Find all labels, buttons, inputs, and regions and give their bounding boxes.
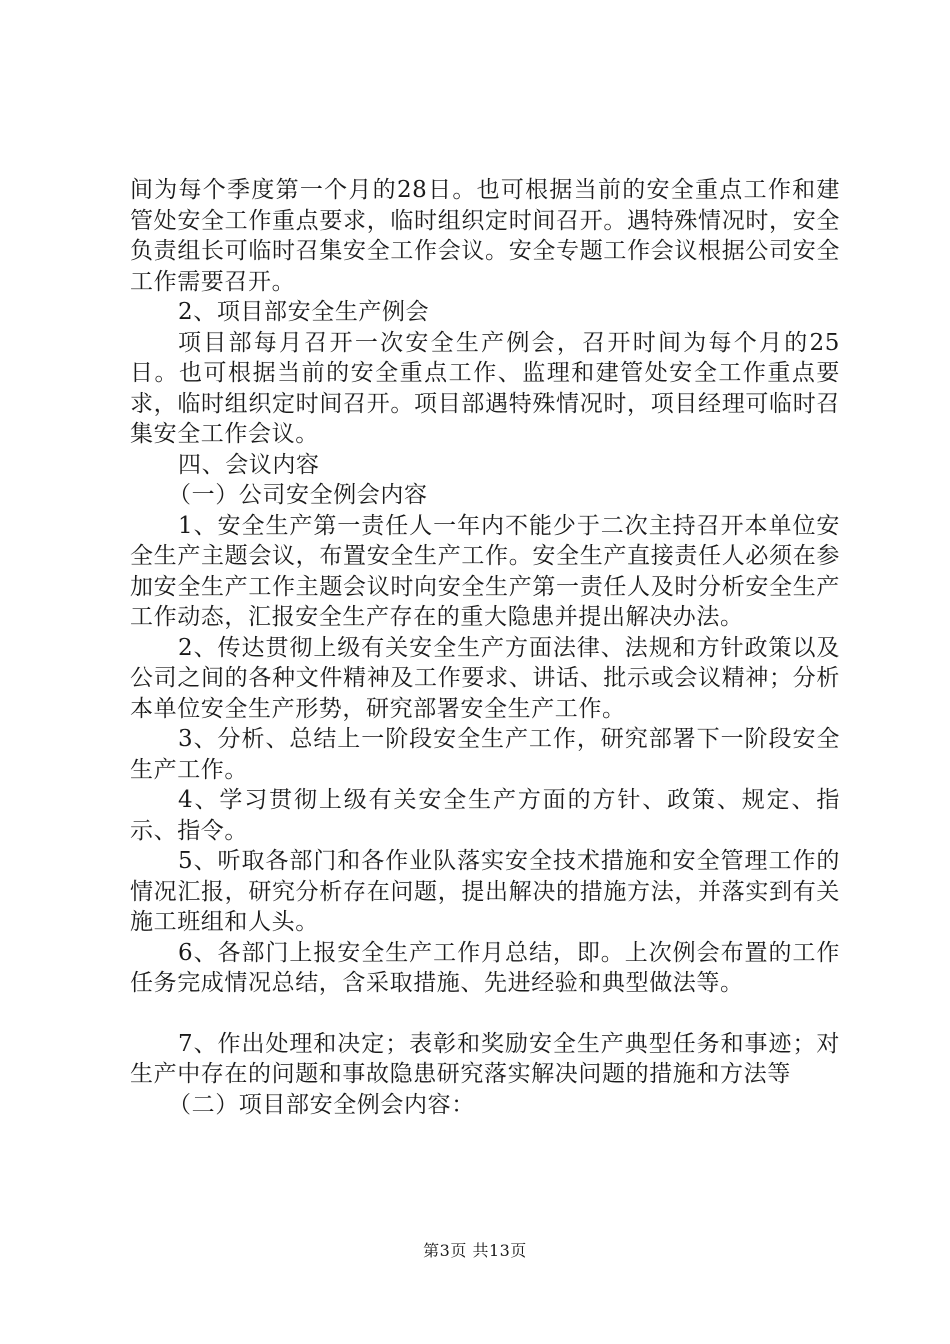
list-item-6: 6、各部门上报安全生产工作月总结，即。上次例会布置的工作任务完成情况总结，含采取措施、先进经验和典型做法等。 xyxy=(130,939,840,996)
list-item-1: 1、安全生产第一责任人一年内不能少于二次主持召开本单位安全生产主题会议，布置安全生产工作。安全生产直接责任人必须在参加安全生产工作主题会议时向安全生产第一责任人及时分析安全生产工作动态，汇报安全生产存在的重大隐患并提出解决办法。 xyxy=(130,512,840,630)
heading-project-safety-meeting: 2、项目部安全生产例会 xyxy=(178,299,430,325)
list-item-5: 5、听取各部门和各作业队落实安全技术措施和安全管理工作的情况汇报，研究分析存在问题，提出解决的措施方法，并落实到有关施工班组和人头。 xyxy=(130,848,840,935)
list-item-7: 7、作出处理和决定；表彰和奖励安全生产典型任务和事迹；对生产中存在的问题和事故隐患研究落实解决问题的措施和方法等 xyxy=(130,1030,840,1087)
paragraph-gap xyxy=(130,999,840,1029)
heading-company-meeting-content: （一）公司安全例会内容 xyxy=(168,482,428,508)
heading-project-meeting-content: （二）项目部安全例会内容： xyxy=(168,1091,475,1118)
page-footer: 第3页 共13页 xyxy=(423,1241,527,1260)
list-item-3: 3、分析、总结上一阶段安全生产工作，研究部署下一阶段安全生产工作。 xyxy=(130,726,840,783)
list-item-2: 2、传达贯彻上级有关安全生产方面法律、法规和方针政策以及公司之间的各种文件精神及工作要求、讲话、批示或会议精神；分析本单位安全生产形势，研究部署安全生产工作。 xyxy=(130,634,840,722)
paragraph-meeting-time: 间为每个季度第一个月的28日。也可根据当前的安全重点工作和建管处安全工作重点要求，临时组织定时间召开。遇特殊情况时，安全负责组长可临时召集安全工作会议。安全专题工作会议根据公司安全工作需要召开。 xyxy=(130,177,840,295)
list-item-4: 4、学习贯彻上级有关安全生产方面的方针、政策、规定、指示、指令。 xyxy=(130,787,840,844)
document-body xyxy=(130,175,840,1120)
paragraph-project-meeting: 项目部每月召开一次安全生产例会，召开时间为每个月的25日。也可根据当前的安全重点工作、监理和建管处安全工作重点要求，临时组织定时间召开。项目部遇特殊情况时，项目经理可临时召集安全工作会议。 xyxy=(130,329,840,447)
heading-meeting-content: 四、会议内容 xyxy=(178,451,320,478)
